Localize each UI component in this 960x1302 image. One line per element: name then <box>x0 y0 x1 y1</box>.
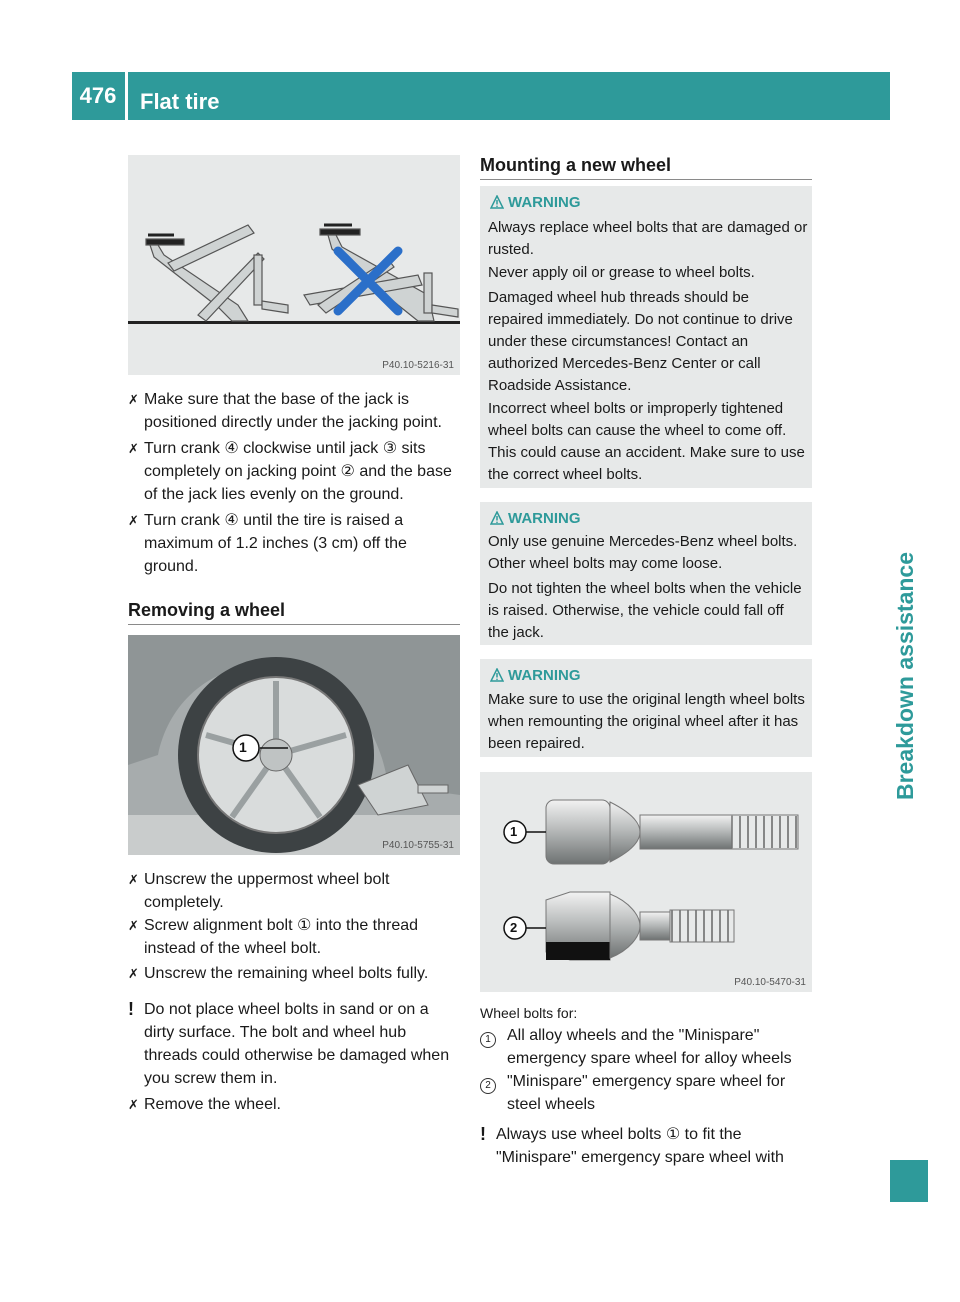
side-tab-marker <box>890 1160 928 1202</box>
step-jack-base: ✗ Make sure that the base of the jack is positioned directly under the jacking point. <box>128 388 460 434</box>
step-unscrew-remaining: ✗ Unscrew the remaining wheel bolts fully. <box>128 962 460 985</box>
step-arrow-icon: ✗ <box>128 392 139 407</box>
warning-paragraph: Only use genuine Mercedes-Benz wheel bolts. Other wheel bolts may come loose. <box>488 533 798 572</box>
callout-number: 2 <box>480 1078 496 1094</box>
bolts-illustration <box>480 772 812 992</box>
exclamation-icon: ! <box>480 1124 486 1144</box>
section-heading-mounting: Mounting a new wheel <box>480 155 672 175</box>
section-rule <box>128 624 460 625</box>
warning-triangle-icon <box>490 668 504 682</box>
warning-paragraph: Do not tighten the wheel bolts when the vehicle is raised. Otherwise, the vehicle could fall off the jack. <box>488 580 802 641</box>
side-section-tab <box>884 180 924 800</box>
wheel-figure <box>128 635 460 855</box>
warning-title: WARNING <box>508 194 581 211</box>
warning-triangle-icon <box>490 195 504 209</box>
jack-figure <box>128 155 460 375</box>
warning-box-1 <box>480 186 812 488</box>
page-title: Flat tire <box>140 89 220 114</box>
section-rule <box>480 179 812 180</box>
warning-paragraph: Always replace wheel bolts that are damaged or rusted. <box>488 219 808 258</box>
figure-code: P40.10-5470-31 <box>734 977 806 988</box>
header-divider <box>125 72 128 120</box>
warning-title: WARNING <box>508 510 581 527</box>
page-number: 476 <box>79 83 117 108</box>
warning-paragraph: Incorrect wheel bolts or improperly tightened wheel bolts can cause the wheel to come off. This could cause an accident. Make sure to use the correct wheel bolts. <box>488 400 805 483</box>
warning-paragraph: Make sure to use the original length wheel bolts when remounting the original wheel after it has been repaired. <box>488 691 805 752</box>
jack-illustration <box>128 155 460 375</box>
list-item: 2 "Minispare" emergency spare wheel for steel wheels <box>480 1070 812 1116</box>
step-remove-wheel: ✗ Remove the wheel. <box>128 1093 460 1116</box>
step-arrow-icon: ✗ <box>128 918 139 933</box>
callout-bolt-2: 2 <box>510 920 518 935</box>
callout-number: 1 <box>480 1032 496 1048</box>
warning-title: WARNING <box>508 667 581 684</box>
notice-wheel-bolts-surface: ! Do not place wheel bolts in sand or on a dirty surface. The bolt and wheel hub threads could otherwise be damaged when you screw them in. <box>128 999 450 1087</box>
figure-code: P40.10-5216-31 <box>382 360 454 371</box>
figure-code: P40.10-5755-31 <box>382 840 454 851</box>
section-heading-removing: Removing a wheel <box>128 600 286 620</box>
exclamation-icon: ! <box>128 999 134 1019</box>
warning-paragraph: Never apply oil or grease to wheel bolts. <box>488 264 755 281</box>
step-arrow-icon: ✗ <box>128 441 139 456</box>
warning-triangle-icon <box>490 511 504 525</box>
bolts-caption: Wheel bolts for: <box>480 1005 578 1021</box>
step-unscrew-uppermost: ✗ Unscrew the uppermost wheel bolt completely. <box>128 868 460 914</box>
bolts-figure <box>480 772 812 992</box>
warning-paragraph: Damaged wheel hub threads should be repaired immediately. Do not continue to drive under these circumstances! Contact an authorized Mercedes-Benz Center or call Roadside Assistance. <box>488 289 793 394</box>
list-item: 1 All alloy wheels and the "Minispare" emergency spare wheel for alloy wheels <box>480 1024 812 1070</box>
step-alignment-bolt: ✗ Screw alignment bolt ① into the thread instead of the wheel bolt. <box>128 914 460 960</box>
step-turn-crank: ✗ Turn crank ④ clockwise until jack ③ sits completely on jacking point ② and the base of the jack lies evenly on the ground. <box>128 437 460 506</box>
step-arrow-icon: ✗ <box>128 966 139 981</box>
step-raise-tire: ✗ Turn crank ④ until the tire is raised a maximum of 1.2 inches (3 cm) off the ground. <box>128 509 460 578</box>
side-section-label: Breakdown assistance <box>892 551 918 800</box>
callout-bolt-1: 1 <box>510 824 518 839</box>
wheel-illustration <box>128 635 460 855</box>
warning-box-2 <box>480 502 812 645</box>
step-arrow-icon: ✗ <box>128 1097 139 1112</box>
notice-minispare-bolts: ! Always use wheel bolts ① to fit the "Minispare" emergency spare wheel with <box>480 1124 784 1166</box>
callout-1: 1 <box>239 739 247 755</box>
step-arrow-icon: ✗ <box>128 872 139 887</box>
step-arrow-icon: ✗ <box>128 513 139 528</box>
warning-box-3 <box>480 659 812 757</box>
